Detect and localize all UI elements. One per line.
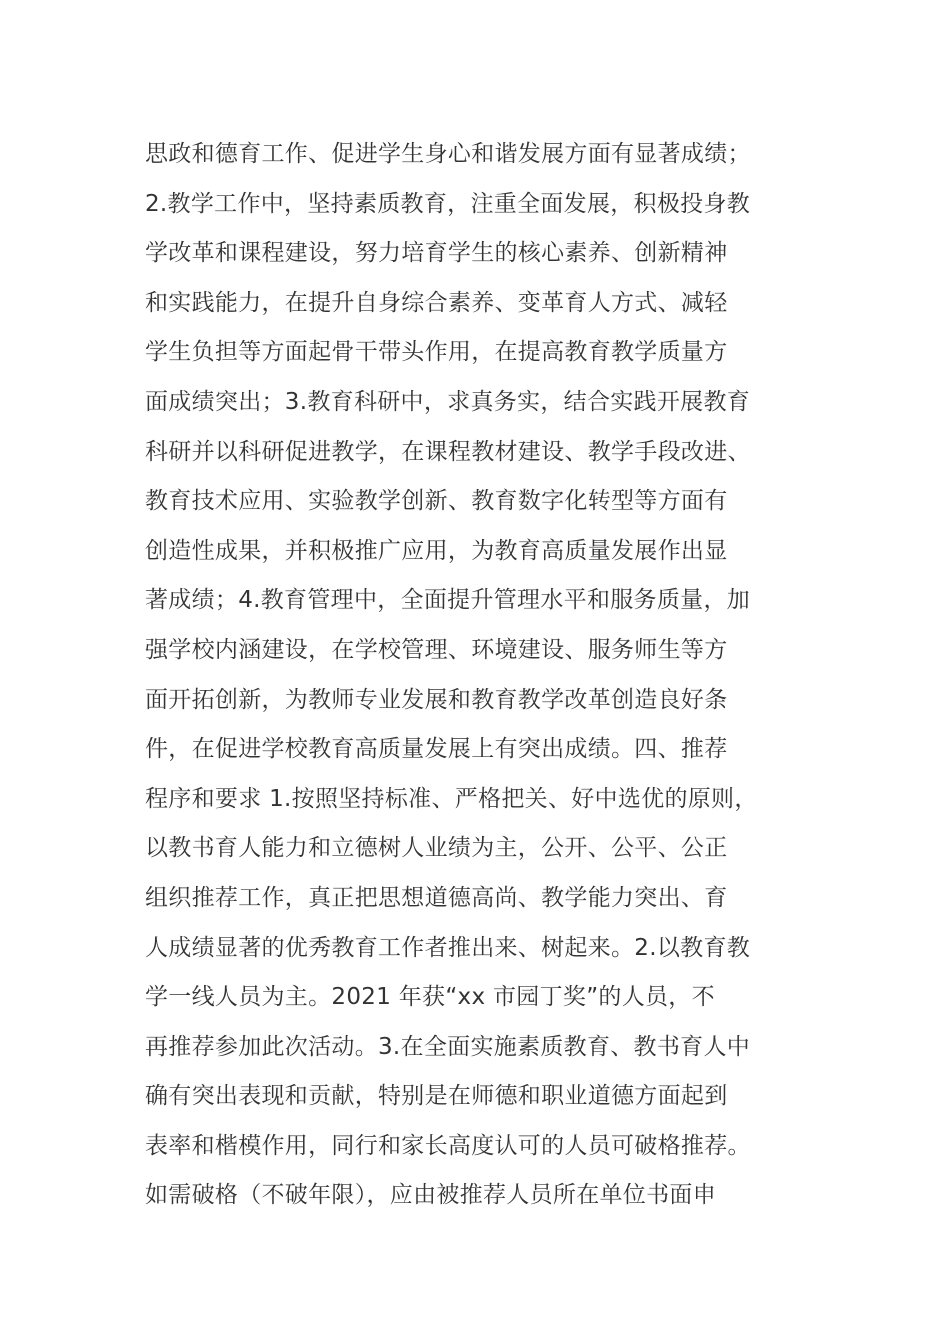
text-line: 表率和楷模作用，同行和家长高度认可的人员可破格推荐。 xyxy=(145,1132,751,1159)
text-line: 以教书育人能力和立德树人业绩为主，公开、公平、公正 xyxy=(145,835,728,862)
text-line: 人成绩显著的优秀教育工作者推出来、树起来。2.以教育教 xyxy=(145,934,751,961)
text-line: 教育技术应用、实验教学创新、教育数字化转型等方面有 xyxy=(145,488,728,515)
text-line: 确有突出表现和贡献，特别是在师德和职业道德方面起到 xyxy=(145,1083,728,1110)
text-line: 2.教学工作中，坚持素质教育，注重全面发展，积极投身教 xyxy=(145,190,751,217)
text-line: 学一线人员为主。2021 年获“xx 市园丁奖”的人员，不 xyxy=(145,984,715,1011)
text-line: 创造性成果，并积极推广应用，为教育高质量发展作出显 xyxy=(145,537,728,564)
text-line: 如需破格（不破年限），应由被推荐人员所在单位书面申 xyxy=(145,1182,716,1209)
text-line: 组织推荐工作，真正把思想道德高尚、教学能力突出、育 xyxy=(145,884,728,911)
text-line: 面成绩突出；3.教育科研中，求真务实，结合实践开展教育 xyxy=(145,388,751,415)
text-line: 和实践能力，在提升自身综合素养、变革育人方式、减轻 xyxy=(145,289,728,316)
body-text xyxy=(145,130,825,1221)
text-line: 思政和德育工作、促进学生身心和谐发展方面有显著成绩； xyxy=(145,141,751,167)
text-line: 学改革和课程建设，努力培育学生的核心素养、创新精神 xyxy=(145,240,728,267)
text-line: 学生负担等方面起骨干带头作用，在提高教育教学质量方 xyxy=(145,339,728,366)
text-line: 面开拓创新，为教师专业发展和教育教学改革创造良好条 xyxy=(145,686,728,713)
text-line: 科研并以科研促进教学，在课程教材建设、教学手段改进、 xyxy=(145,438,751,465)
text-line: 程序和要求 1.按照坚持标准、严格把关、好中选优的原则， xyxy=(145,785,758,812)
text-line: 著成绩；4.教育管理中，全面提升管理水平和服务质量，加 xyxy=(145,587,751,614)
text-line: 再推荐参加此次活动。3.在全面实施素质教育、教书育人中 xyxy=(145,1033,751,1060)
text-line: 件，在促进学校教育高质量发展上有突出成绩。四、推荐 xyxy=(145,736,728,763)
text-line: 强学校内涵建设，在学校管理、环境建设、服务师生等方 xyxy=(145,636,728,663)
